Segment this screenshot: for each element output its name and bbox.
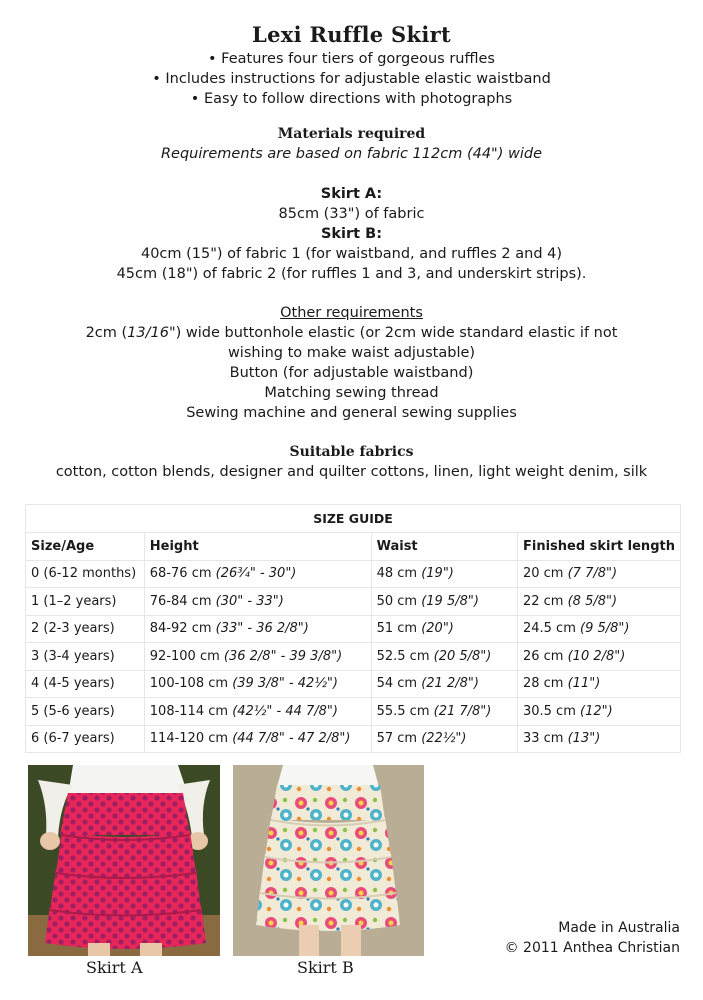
cell-waist-value: 50 cm <box>376 593 422 609</box>
cell-skirt-length-value: 22 cm <box>522 593 568 609</box>
other-item: Sewing machine and general sewing supplies <box>186 405 517 421</box>
elastic-post: ) wide buttonhole elastic (or 2cm wide standard elastic if not <box>175 325 618 341</box>
cell-waist-value: 52.5 cm <box>376 648 434 664</box>
cell-skirt-length-imperial: (10 2/8") <box>567 648 626 664</box>
cell-waist-imperial: (20 5/8") <box>433 648 492 664</box>
table-row <box>26 643 681 671</box>
skirt-b-photo <box>233 765 424 956</box>
skirt-requirements <box>0 184 703 284</box>
cell-size-age <box>26 643 145 671</box>
made-in-text: Made in Australia <box>558 920 680 936</box>
table-row <box>26 670 681 698</box>
materials-section <box>0 124 703 164</box>
cell-size-age <box>26 615 145 643</box>
other-requirements <box>0 303 703 423</box>
cell-skirt-length-imperial: (12") <box>580 703 613 719</box>
credit-block <box>470 918 680 958</box>
copyright-text: © 2011 Anthea Christian <box>504 940 680 956</box>
cell-size-age-value: 2 (2-3 years) <box>31 621 115 637</box>
cell-size-age <box>26 588 145 616</box>
cell-height <box>144 615 371 643</box>
skirt-a-line: 85cm (33") of fabric <box>278 206 425 222</box>
cell-skirt-length <box>517 643 680 671</box>
cell-waist <box>371 643 517 671</box>
header-skirt-length: Finished skirt length <box>517 533 680 561</box>
cell-size-age-value: 0 (6-12 months) <box>31 566 137 582</box>
cell-waist <box>371 725 517 753</box>
cell-height <box>144 670 371 698</box>
cell-size-age-value: 4 (4-5 years) <box>31 676 115 692</box>
materials-heading: Materials required <box>277 126 426 142</box>
cell-skirt-length-value: 20 cm <box>522 566 568 582</box>
feature-item: • Includes instructions for adjustable elastic waistband <box>0 69 703 89</box>
cell-waist <box>371 670 517 698</box>
header-waist: Waist <box>371 533 517 561</box>
cell-height-imperial: (42½" - 44 7/8") <box>232 703 338 719</box>
cell-skirt-length <box>517 698 680 726</box>
cell-waist <box>371 588 517 616</box>
cell-waist-imperial: (22½") <box>421 731 467 747</box>
skirt-b-line: 45cm (18") of fabric 2 (for ruffles 1 and 3, and underskirt strips). <box>116 266 587 282</box>
skirt-b-line: 40cm (15") of fabric 1 (for waistband, and ruffles 2 and 4) <box>140 246 563 262</box>
feature-list <box>0 49 703 109</box>
skirt-a-illustration <box>28 765 220 956</box>
cell-skirt-length-value: 30.5 cm <box>522 703 581 719</box>
cell-skirt-length-imperial: (11") <box>567 676 601 692</box>
page-title: Lexi Ruffle Skirt <box>252 22 451 47</box>
cell-height <box>144 698 371 726</box>
cell-height-imperial: (39 3/8" - 42½") <box>232 676 338 692</box>
cell-waist-value: 51 cm <box>376 621 422 637</box>
cell-skirt-length-value: 28 cm <box>522 676 568 692</box>
cell-size-age <box>26 725 145 753</box>
cell-height <box>144 725 371 753</box>
cell-waist-value: 55.5 cm <box>376 703 434 719</box>
cell-waist-imperial: (19") <box>421 566 454 582</box>
table-caption-row <box>26 505 681 533</box>
cell-height-value: 114-120 cm <box>149 731 233 747</box>
cell-height <box>144 588 371 616</box>
cell-height-imperial: (44 7/8" - 47 2/8") <box>232 731 351 747</box>
cell-waist <box>371 615 517 643</box>
cell-waist-imperial: (20") <box>421 621 454 637</box>
cell-size-age <box>26 698 145 726</box>
elastic-size: 13/16" <box>127 325 176 341</box>
cell-height-imperial: (26¾" - 30") <box>215 566 297 582</box>
cell-skirt-length <box>517 725 680 753</box>
skirt-b-label: Skirt B: <box>320 226 383 242</box>
cell-waist-imperial: (19 5/8") <box>421 593 479 609</box>
cell-waist-value: 57 cm <box>376 731 422 747</box>
cell-size-age-value: 5 (5-6 years) <box>31 703 115 719</box>
table-row <box>26 560 681 588</box>
table-row <box>26 725 681 753</box>
table-row <box>26 588 681 616</box>
elastic-line <box>0 323 703 343</box>
elastic-line-2: wishing to make waist adjustable) <box>227 345 476 361</box>
cell-height-value: 84-92 cm <box>149 621 216 637</box>
cell-height-value: 92-100 cm <box>149 648 224 664</box>
cell-height-imperial: (30" - 33") <box>215 593 284 609</box>
cell-size-age-value: 1 (1–2 years) <box>31 593 117 609</box>
cell-skirt-length <box>517 588 680 616</box>
skirt-b-caption: Skirt B <box>297 958 354 977</box>
cell-waist-imperial: (21 7/8") <box>433 703 492 719</box>
suitable-text: cotton, cotton blends, designer and quilter cottons, linen, light weight denim, silk <box>55 464 648 480</box>
cell-skirt-length-imperial: (8 5/8") <box>567 593 618 609</box>
size-guide-caption: SIZE GUIDE <box>26 505 681 533</box>
cell-size-age <box>26 560 145 588</box>
cell-waist-value: 48 cm <box>376 566 422 582</box>
cell-height-value: 100-108 cm <box>149 676 233 692</box>
cell-height-imperial: (33" - 36 2/8") <box>215 621 309 637</box>
feature-item: • Features four tiers of gorgeous ruffles <box>0 49 703 69</box>
cell-skirt-length <box>517 615 680 643</box>
elastic-pre: 2cm ( <box>85 325 128 341</box>
suitable-fabrics <box>0 442 703 482</box>
other-item: Matching sewing thread <box>264 385 439 401</box>
cell-skirt-length-value: 26 cm <box>522 648 568 664</box>
materials-note: Requirements are based on fabric 112cm (44") wide <box>160 146 542 162</box>
cell-height-value: 76-84 cm <box>149 593 216 609</box>
suitable-heading: Suitable fabrics <box>289 444 414 460</box>
cell-size-age-value: 6 (6-7 years) <box>31 731 115 747</box>
cell-waist <box>371 560 517 588</box>
cell-skirt-length-imperial: (9 5/8") <box>580 621 630 637</box>
cell-skirt-length-imperial: (13") <box>567 731 601 747</box>
skirt-b-illustration <box>233 765 424 956</box>
other-heading: Other requirements <box>280 305 423 321</box>
cell-waist-imperial: (21 2/8") <box>421 676 479 692</box>
cell-height <box>144 560 371 588</box>
cell-skirt-length <box>517 670 680 698</box>
header-size-age: Size/Age <box>26 533 145 561</box>
cell-size-age-value: 3 (3-4 years) <box>31 648 115 664</box>
cell-skirt-length-value: 24.5 cm <box>522 621 581 637</box>
table-header-row <box>26 533 681 561</box>
cell-size-age <box>26 670 145 698</box>
cell-waist-value: 54 cm <box>376 676 422 692</box>
cell-skirt-length <box>517 560 680 588</box>
cell-height-value: 108-114 cm <box>149 703 233 719</box>
cell-skirt-length-value: 33 cm <box>522 731 568 747</box>
header-height: Height <box>144 533 371 561</box>
size-guide-table <box>25 504 681 753</box>
cell-height-imperial: (36 2/8" - 39 3/8") <box>223 648 343 664</box>
skirt-a-photo <box>28 765 220 956</box>
table-row <box>26 615 681 643</box>
skirt-a-label: Skirt A: <box>320 186 383 202</box>
cell-height-value: 68-76 cm <box>149 566 216 582</box>
cell-skirt-length-imperial: (7 7/8") <box>567 566 618 582</box>
table-row <box>26 698 681 726</box>
skirt-a-caption: Skirt A <box>86 958 143 977</box>
cell-waist <box>371 698 517 726</box>
feature-item: • Easy to follow directions with photographs <box>0 89 703 109</box>
other-item: Button (for adjustable waistband) <box>229 365 474 381</box>
cell-height <box>144 643 371 671</box>
